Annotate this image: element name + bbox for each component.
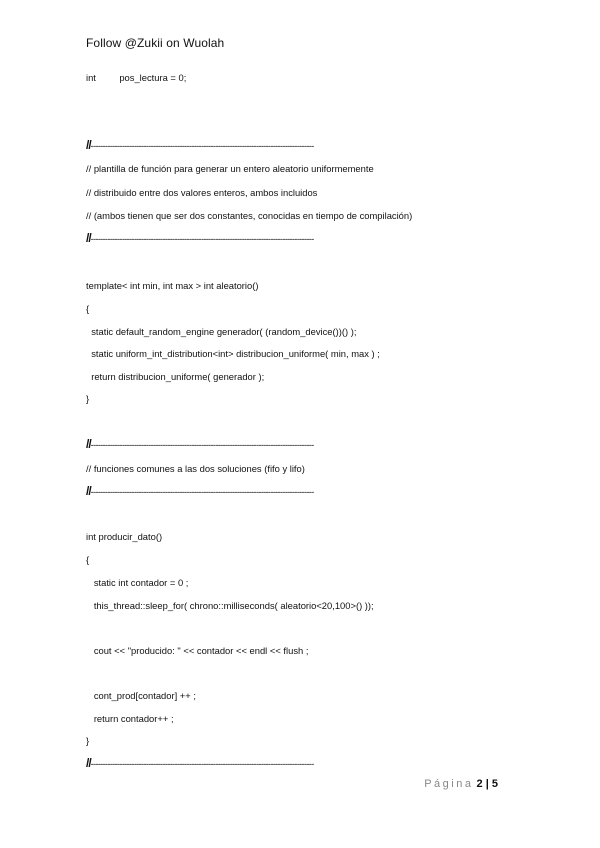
separator-comment-1: //---------------------------------------------------------------------------------------------	[86, 138, 314, 152]
code-line-return-dist: return distribucion_uniforme( generador );	[86, 371, 265, 382]
page-separator: |	[485, 778, 489, 790]
wuolah-header: Follow @Zukii on Wuolah	[86, 36, 225, 50]
page-total: 5	[491, 778, 498, 790]
comment-line: // plantilla de función para generar un entero aleatorio uniformemente	[86, 163, 374, 174]
code-line-producir: int producir_dato()	[86, 531, 163, 542]
code-line-cout: cout << "producido: " << contador << endl << flush ;	[86, 645, 309, 656]
separator-comment-2: //---------------------------------------------------------------------------------------------	[86, 231, 314, 245]
page-number: 2	[476, 778, 483, 790]
code-line-brace-close: }	[86, 735, 90, 746]
code-line-cont-prod: cont_prod[contador] ++ ;	[86, 690, 196, 701]
separator-comment-3: //---------------------------------------------------------------------------------------------	[86, 437, 314, 451]
code-line-static-engine: static default_random_engine generador( (random_device())() );	[86, 326, 357, 337]
separator-dashes: ---------------------------------------------------------------------------------------------	[90, 440, 314, 450]
separator-dashes: ---------------------------------------------------------------------------------------------	[90, 141, 314, 151]
code-line-return-contador: return contador++ ;	[86, 713, 174, 724]
code-line-pos-lectura: int pos_lectura = 0;	[86, 72, 187, 83]
code-line-sleep-for: this_thread::sleep_for( chrono::milliseconds( aleatorio<20,100>() ));	[86, 600, 374, 611]
separator-dashes: ---------------------------------------------------------------------------------------------	[90, 487, 314, 497]
separator-dashes: ---------------------------------------------------------------------------------------------	[90, 234, 314, 244]
separator-comment-4: //---------------------------------------------------------------------------------------------	[86, 484, 314, 498]
code-line-brace-open: {	[86, 303, 90, 314]
separator-comment-5: //---------------------------------------------------------------------------------------------	[86, 756, 314, 770]
separator-dashes: ---------------------------------------------------------------------------------------------	[90, 759, 314, 769]
code-line-static-contador: static int contador = 0 ;	[86, 577, 189, 588]
comment-line: // distribuido entre dos valores enteros, ambos incluidos	[86, 187, 318, 198]
comment-line: // funciones comunes a las dos soluciones (fifo y lifo)	[86, 463, 305, 474]
page-label: Página	[424, 778, 474, 790]
code-line-template: template< int min, int max > int aleatorio()	[86, 280, 259, 291]
code-line-brace-close: }	[86, 393, 90, 404]
comment-line: // (ambos tienen que ser dos constantes, conocidas en tiempo de compilación)	[86, 210, 413, 221]
code-line-brace-open: {	[86, 554, 90, 565]
page-footer	[424, 778, 498, 790]
code-line-static-dist: static uniform_int_distribution<int> distribucion_uniforme( min, max ) ;	[86, 348, 380, 359]
